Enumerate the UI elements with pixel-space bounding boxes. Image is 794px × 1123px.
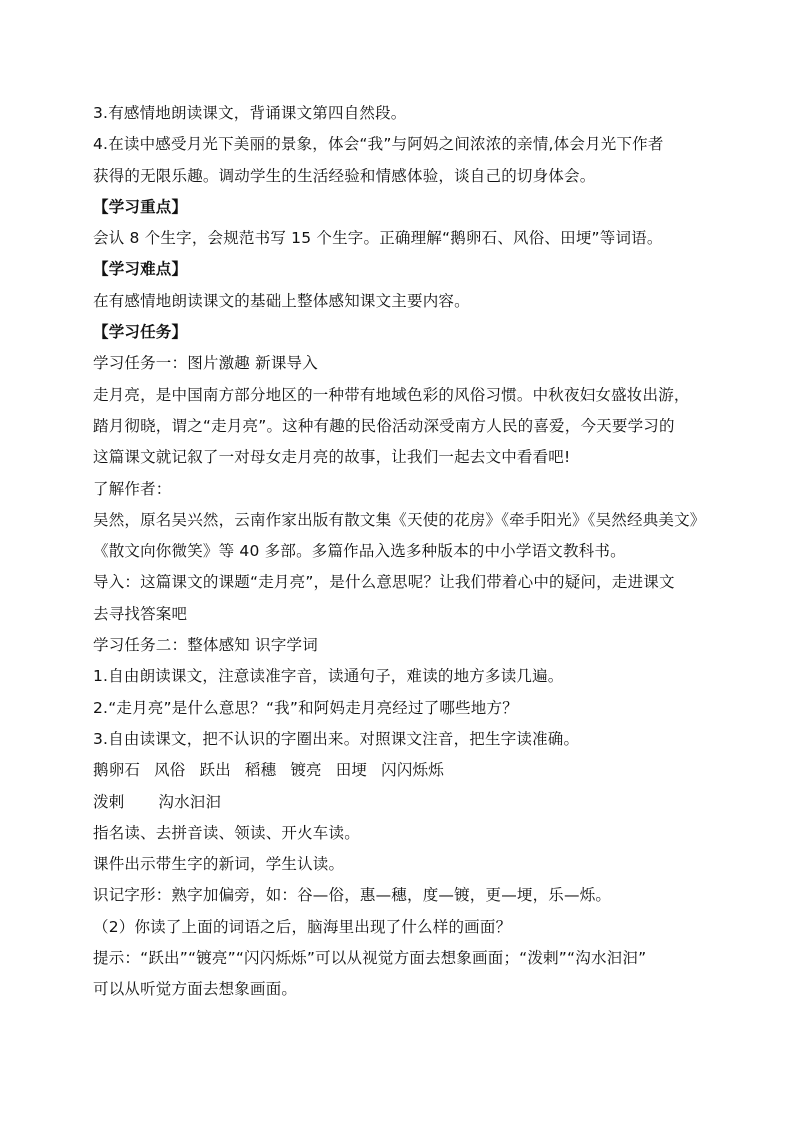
paragraph-line: 提示：“跃出”“镀亮”“闪闪烁烁”可以从视觉方面去想象画面；“泼剌”“沟水汩汩” [93,949,647,968]
paragraph-line: 3.有感情地朗读课文，背诵课文第四自然段。 [93,104,407,122]
section-heading: 【学习任务】 [93,323,188,342]
paragraph-line: 学习任务一：图片激趣 新课导入 [93,354,318,373]
vocabulary-word: 鹅卵石 [93,761,141,780]
vocabulary-word: 闪闪烁烁 [381,761,444,780]
paragraph-line: 走月亮，是中国南方部分地区的一种带有地域色彩的风俗习惯。中秋夜妇女盛妆出游， [93,385,690,404]
vocabulary-word: 风俗 [154,761,186,780]
paragraph-line: 踏月彻晓，谓之“走月亮”。这种有趣的民俗活动深受南方人民的喜爱，今天要学习的 [93,416,675,435]
paragraph-line: 了解作者： [93,479,172,498]
document-page [93,98,718,1006]
vocabulary-row-2 [93,787,718,818]
paragraph-line: 3.自由读课文，把不认识的字圈出来。对照课文注音，把生字读准确。 [93,729,580,748]
paragraph-line: 识记字形：熟字加偏旁，如：谷—俗，惠—穗，度—镀，更—埂，乐—烁。 [93,886,612,905]
paragraph-line: 指名读、去拼音读、领读、开火车读。 [93,823,360,842]
paragraph-line: 课件出示带生字的新词，学生认读。 [93,855,345,874]
vocabulary-word: 跃出 [199,761,231,780]
paragraph-line: 导入：这篇课文的课题“走月亮”，是什么意思呢？让我们带着心中的疑问，走进课文 [93,573,675,592]
paragraph-line: 可以从听觉方面去想象画面。 [93,980,298,999]
vocabulary-row-1 [93,755,718,786]
paragraph-line: 这篇课文就记叙了一对母女走月亮的故事，让我们一起去文中看看吧! [93,448,571,467]
paragraph-line: 2.“走月亮”是什么意思？“我”和阿妈走月亮经过了哪些地方？ [93,698,518,717]
vocabulary-word: 田埂 [335,761,368,780]
text-block-bottom [93,818,718,1006]
paragraph-line: 会认 8 个生字，会规范书写 15 个生字。正确理解“鹅卵石、风俗、田埂”等词语。 [93,229,663,248]
vocabulary-word: 镀亮 [290,761,322,780]
paragraph-line: 学习任务二：整体感知 识字学词 [93,636,318,655]
paragraph-line: 1.自由朗读课文，注意读准字音，读通句子，难读的地方多读几遍。 [93,667,564,686]
paragraph-line: 获得的无限乐趣。调动学生的生活经验和情感体验，谈自己的切身体会。 [93,166,596,185]
vocabulary-word: 泼剌 [93,792,125,811]
paragraph-line: 4.在读中感受月光下美丽的景象，体会“我”与阿妈之间浓浓的亲情,体会月光下作者 [93,135,664,154]
paragraph-line: （2）你读了上面的词语之后，脑海里出现了什么样的画面？ [93,917,512,936]
paragraph-line: 在有感情地朗读课文的基础上整体感知课文主要内容。 [93,291,470,310]
vocabulary-word: 稻穗 [244,761,277,780]
paragraph-line: 吴然，原名吴兴然，云南作家出版有散文集《天使的花房》《牵手阳光》《吴然经典美文》 [93,510,706,529]
vocabulary-word: 沟水汩汩 [158,792,222,811]
text-block-top [93,98,718,755]
paragraph-line: 《散文向你微笑》等 40 多部。多篇作品入选多种版本的中小学语文教科书。 [93,542,626,561]
section-heading: 【学习难点】 [93,260,188,279]
section-heading: 【学习重点】 [93,197,188,216]
paragraph-line: 去寻找答案吧 [93,604,188,623]
